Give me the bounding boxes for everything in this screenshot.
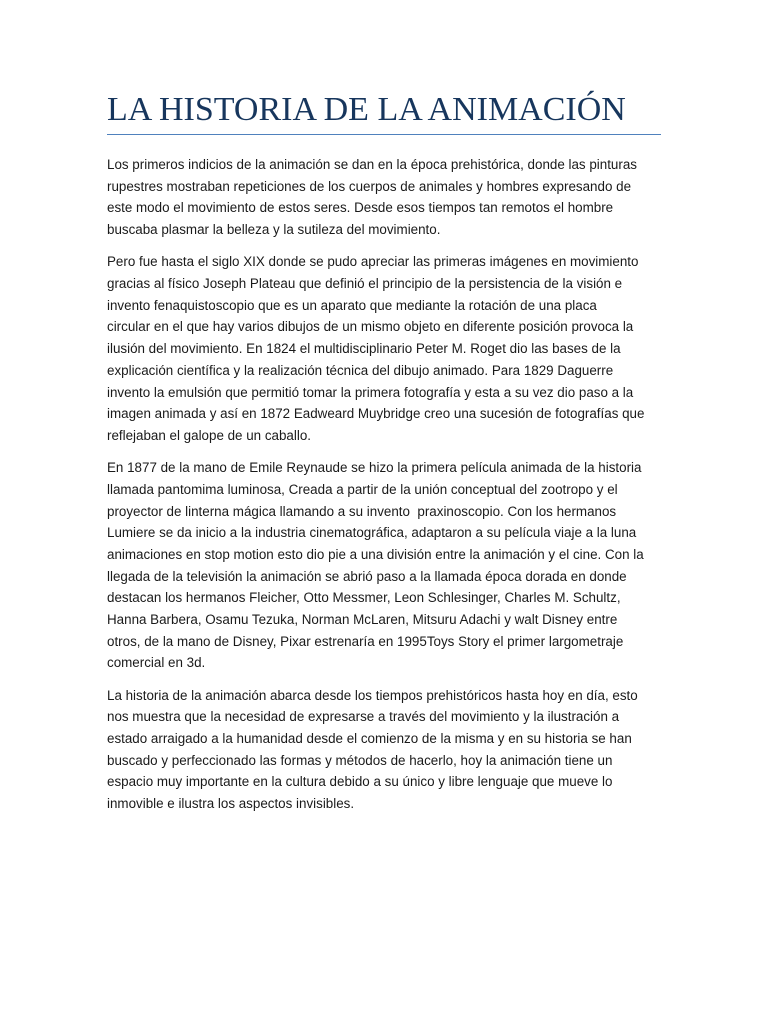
paragraph-prehistory [107,154,663,241]
text-line: circular en el que hay varios dibujos de un mismo objeto en diferente posición provoca la [107,319,634,335]
text-line: otros, de la mano de Disney, Pixar estrenaría en 1995Toys Story el primer largometraje [107,633,624,649]
text-line: comercial en 3d. [107,655,206,671]
text-line: La historia de la animación abarca desde los tiempos prehistóricos hasta hoy en día, esto [107,687,638,703]
paragraph-first-animated-film [107,457,663,674]
document-body [107,154,663,825]
text-line: llamada pantomima luminosa, Creada a partir de la unión conceptual del zootropo y el [107,481,618,497]
text-line: nos muestra que la necesidad de expresarse a través del movimiento y la ilustración a [107,709,620,725]
text-line: animaciones en stop motion esto dio pie a una división entre la animación y el cine. Con la [107,546,644,562]
text-line: Pero fue hasta el siglo XIX donde se pudo apreciar las primeras imágenes en movimiento [107,254,639,270]
text-line: Lumiere se da inicio a la industria cinematográfica, adaptaron a su película viaje a la luna [107,525,637,541]
text-line: llegada de la televisión la animación se abrió paso a la llamada época dorada en donde [107,568,627,584]
paragraph-conclusion [107,685,663,815]
text-line: invento la emulsión que permitió tomar la primera fotografía y esta a su vez dio paso a la [107,384,634,400]
text-line: Los primeros indicios de la animación se dan en la época prehistórica, donde las pinturas [107,157,637,172]
text-line: reflejaban el galope de un caballo. [107,427,311,443]
text-line: explicación científica y la realización técnica del dibujo animado. Para 1829 Daguerre [107,362,614,378]
text-line: proyector de linterna mágica llamando a su invento praxinoscopio. Con los hermanos [107,503,617,519]
text-line: Hanna Barbera, Osamu Tezuka, Norman McLaren, Mitsuru Adachi y walt Disney entre [107,612,618,628]
text-line: ilusión del movimiento. En 1824 el multidisciplinario Peter M. Roget dio las bases de la [107,341,621,357]
text-line: espacio muy importante en la cultura debido a su único y libre lenguaje que mueve lo [107,774,613,790]
text-line: este modo el movimiento de estos seres. Desde esos tiempos tan remotos el hombre [107,200,614,216]
paragraph-nineteenth-century [107,251,663,446]
text-line: imagen animada y así en 1872 Eadweard Muybridge creo una sucesión de fotografías que [107,406,645,422]
text-line: rupestres mostraban repeticiones de los cuerpos de animales y hombres expresando de [107,178,632,194]
title-underline-divider [107,134,661,135]
text-line: buscado y perfeccionado las formas y métodos de hacerlo, hoy la animación tiene un [107,752,613,768]
text-line: invento fenaquistoscopio que es un aparato que mediante la rotación de una placa [107,297,597,313]
text-line: gracias al físico Joseph Plateau que definió el principio de la persistencia de la visión e [107,276,623,292]
text-line: buscaba plasmar la belleza y la sutileza del movimiento. [107,222,441,238]
page-title: LA HISTORIA DE LA ANIMACIÓN [107,91,626,128]
text-line: En 1877 de la mano de Emile Reynaude se hizo la primera película animada de la historia [107,460,642,476]
text-line: destacan los hermanos Fleicher, Otto Messmer, Leon Schlesinger, Charles M. Schultz, [107,590,621,606]
text-line: inmovible e ilustra los aspectos invisibles. [107,796,355,812]
text-line: estado arraigado a la humanidad desde el comienzo de la misma y en su historia se han [107,731,632,747]
